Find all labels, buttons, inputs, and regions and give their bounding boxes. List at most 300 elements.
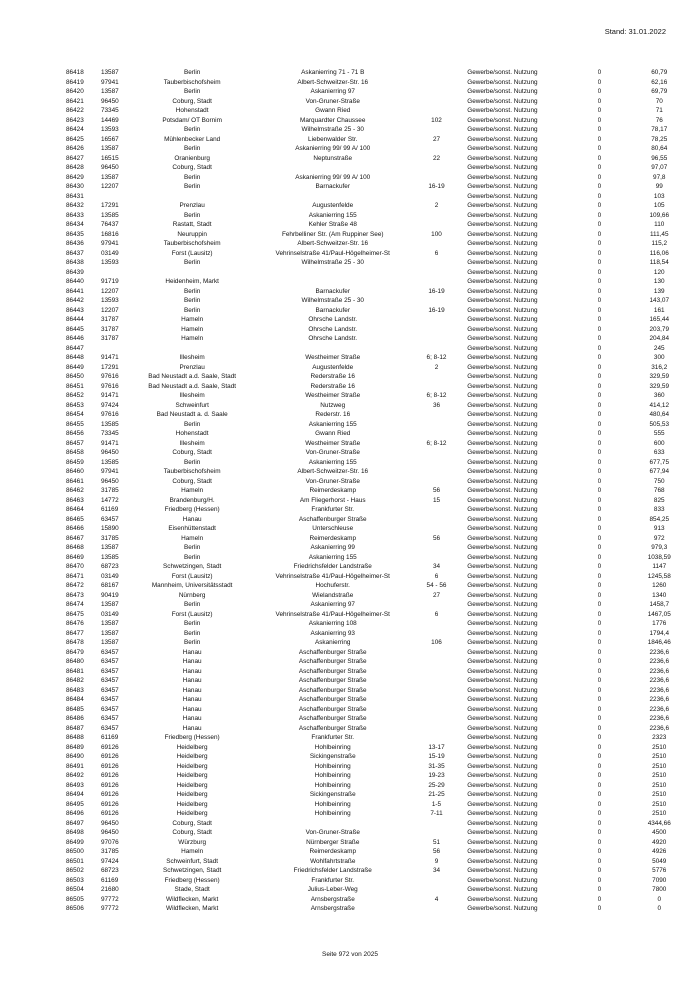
cell-zahl: 0 [597,268,602,276]
cell-strasse: Hohlbeinring [314,810,351,817]
cell-spacer [456,448,467,458]
cell-id: 86469 [66,553,84,561]
cell-nutzung: Gewerbe/sonst. Nutzung [467,173,538,181]
table-row [66,486,700,496]
cell-plz: 69126 [100,772,119,779]
cell-ort: Prenzlau [179,202,205,209]
cell-id: 86476 [66,620,84,627]
table-row [66,686,700,696]
data-table [66,68,700,914]
cell-hausnummer [417,68,456,78]
cell-plz: 31785 [100,848,119,855]
cell-spacer [456,144,467,154]
cell-wert: 4500 [652,829,667,836]
cell-zahl: 0 [597,221,602,228]
cell-plz [101,268,136,278]
cell-strasse: Wilhelmstraße 25 - 30 [301,297,364,304]
cell-zahl: 0 [597,211,602,219]
cell-ort: Hameln [181,534,204,542]
cell-hausnummer [417,382,456,392]
cell-nutzung: Gewerbe/sonst. Nutzung [467,126,538,133]
cell-wert: 97,07 [651,164,668,171]
cell-zahl: 0 [597,886,602,893]
cell-plz: 31787 [100,335,119,342]
cell-strasse: Fehrbelliner Str. (Am Ruppiner See) [281,230,384,238]
cell-strasse: Frankfurter Str. [311,506,355,513]
cell-plz: 91471 [100,392,119,399]
table-row [66,467,700,477]
cell-id: 86442 [66,297,84,304]
cell-strasse: Reimerdeskamp [309,534,356,542]
cell-nutzung: Gewerbe/sonst. Nutzung [467,686,538,694]
cell-wert: 97,8 [653,173,666,181]
cell-hausnummer [417,344,456,354]
cell-nutzung: Gewerbe/sonst. Nutzung [467,183,538,190]
cell-strasse: Frankfurter Str. [311,876,355,884]
cell-wert: 4926 [652,848,667,855]
cell-id: 86483 [66,686,84,694]
cell-ort: Heidelberg [176,810,208,817]
cell-plz: 97616 [100,373,119,380]
cell-wert: 204,84 [649,335,670,342]
cell-hausnummer [417,648,456,658]
cell-spacer [456,116,467,126]
table-row [66,581,700,591]
cell-id: 86465 [66,515,84,523]
cell-spacer [456,211,467,221]
cell-spacer [456,277,467,287]
cell-wert: 103 [653,192,665,200]
cell-spacer [456,296,467,306]
cell-ort: Coburg, Stadt [172,819,212,827]
cell-id: 86475 [66,610,84,618]
cell-id: 86502 [66,867,84,874]
cell-wert: 1846,46 [647,639,671,646]
cell-strasse: Friedrichsfelder Landstraße [293,563,372,570]
stand-date: Stand: 31.01.2022 [604,27,666,36]
table-row [66,477,700,487]
cell-strasse: Wilhelmstraße 25 - 30 [301,126,364,133]
cell-wert: 750 [653,477,665,485]
table-row [66,496,700,506]
cell-plz: 91471 [100,439,119,447]
cell-id: 86437 [66,249,84,257]
cell-zahl: 0 [597,867,602,874]
cell-nutzung: Gewerbe/sonst. Nutzung [467,477,538,485]
cell-ort: Neuruppin [177,230,207,238]
cell-plz: 13593 [100,297,119,304]
cell-wert: 96,55 [651,154,668,162]
cell-hausnummer: 15 [432,496,441,504]
table-row [66,68,700,78]
cell-zahl: 0 [597,553,602,561]
cell-strasse: Aschaffenburger Straße [298,667,367,675]
cell-wert: 1147 [652,563,667,570]
cell-zahl: 0 [597,534,602,542]
cell-wert: 2236,6 [649,667,670,675]
cell-nutzung: Gewerbe/sonst. Nutzung [467,363,538,371]
cell-strasse: Augustenfelde [312,202,354,209]
cell-spacer [456,477,467,487]
cell-plz: 96450 [100,819,119,827]
cell-ort: Berlin [183,601,201,608]
cell-strasse [248,268,417,278]
cell-zahl: 0 [597,354,602,361]
cell-strasse: Askanierring 155 [308,458,357,466]
cell-hausnummer [417,258,456,268]
cell-zahl: 0 [597,145,602,152]
table-row [66,230,700,240]
cell-strasse: Askanierring 99 [310,544,355,551]
table-row [66,401,700,411]
table-row [66,819,700,829]
cell-spacer [456,363,467,373]
cell-spacer [456,847,467,857]
cell-strasse: Barnackufer [315,183,350,190]
table-row [66,97,700,107]
cell-nutzung: Gewerbe/sonst. Nutzung [467,525,538,532]
cell-id: 86420 [66,88,84,95]
cell-zahl: 0 [597,449,602,456]
cell-strasse: Sickingenstraße [309,791,356,798]
cell-wert: 600 [653,439,665,447]
cell-ort: Berlin [183,287,201,295]
table-row [66,448,700,458]
cell-hausnummer: 16-19 [428,306,445,314]
table-row [66,173,700,183]
cell-nutzung: Gewerbe/sonst. Nutzung [467,297,538,304]
cell-hausnummer [417,173,456,183]
cell-plz: 13587 [100,601,119,608]
cell-wert: 4920 [652,838,667,846]
cell-zahl: 0 [597,297,602,304]
cell-zahl: 0 [597,392,602,399]
table-row [66,192,700,202]
cell-nutzung: Gewerbe/sonst. Nutzung [467,401,538,409]
cell-id: 86490 [66,753,84,760]
cell-zahl: 0 [597,401,602,409]
cell-strasse: Askanierring 99/ 99 A/ 100 [295,145,371,152]
cell-zahl: 0 [597,591,602,599]
cell-plz: 13587 [100,88,119,95]
cell-wert: 4344,66 [647,819,671,827]
cell-spacer [456,496,467,506]
cell-ort: Potsdam/ OT Bornim [162,116,222,124]
cell-strasse: Frankfurter Str. [311,734,355,741]
cell-spacer [456,667,467,677]
table-row [66,828,700,838]
cell-ort: Illesheim [179,354,205,361]
table-row [66,857,700,867]
cell-wert: 2236,6 [649,686,670,694]
cell-spacer [456,638,467,648]
cell-strasse: Rederstraße 16 [310,373,355,380]
cell-hausnummer [417,505,456,515]
cell-plz: 73345 [100,107,119,114]
cell-zahl: 0 [597,848,602,855]
cell-ort: Berlin [183,88,201,95]
cell-plz: 91719 [100,278,119,285]
cell-hausnummer: 13-17 [428,743,445,751]
cell-wert: 1260 [652,582,667,589]
cell-ort: Friedberg (Hessen) [164,734,220,741]
cell-zahl: 0 [597,686,602,694]
cell-strasse: Marquardter Chaussee [300,116,366,124]
cell-id: 86440 [66,278,84,285]
table-row [66,78,700,88]
cell-hausnummer: 100 [431,230,442,238]
cell-zahl: 0 [597,230,602,238]
table-row [66,439,700,449]
cell-zahl: 0 [597,249,602,257]
cell-ort: Coburg, Stadt [172,477,212,485]
cell-wert: 1340 [652,591,667,599]
table-row [66,743,700,753]
cell-spacer [456,372,467,382]
cell-zahl: 0 [597,743,602,751]
cell-id: 86448 [66,354,84,361]
cell-strasse: Hohlbeinring [314,743,351,751]
table-row [66,534,700,544]
cell-plz: 13587 [100,620,119,627]
cell-hausnummer: 6; 8-12 [426,439,447,447]
table-row [66,116,700,126]
cell-ort: Berlin [183,183,201,190]
cell-hausnummer [417,467,456,477]
cell-plz: 97941 [100,78,119,86]
cell-ort: Coburg, Stadt [172,449,212,456]
cell-hausnummer [417,334,456,344]
cell-wert: 2236,6 [649,677,670,684]
cell-ort: Hanau [182,648,202,656]
table-row [66,420,700,430]
cell-id: 86470 [66,563,84,570]
cell-strasse [248,277,417,287]
cell-hausnummer: 4 [434,895,439,903]
cell-plz: 13587 [100,145,119,152]
cell-hausnummer [417,106,456,116]
cell-wert: 2510 [652,743,667,751]
table-row [66,771,700,781]
cell-strasse: Westheimer Straße [305,354,361,361]
cell-zahl: 0 [597,705,602,713]
cell-id: 86498 [66,829,84,836]
cell-nutzung: Gewerbe/sonst. Nutzung [467,221,538,228]
cell-nutzung: Gewerbe/sonst. Nutzung [467,819,538,827]
cell-spacer [456,562,467,572]
table-row [66,154,700,164]
table-row [66,220,700,230]
cell-id: 86441 [66,287,84,295]
cell-plz: 13585 [100,458,119,466]
cell-plz: 21680 [100,886,119,893]
cell-nutzung: Gewerbe/sonst. Nutzung [467,601,538,608]
cell-ort: Wildflecken, Markt [166,895,219,903]
cell-spacer [456,182,467,192]
cell-spacer [456,467,467,477]
cell-hausnummer [417,325,456,335]
cell-hausnummer: 31-35 [428,762,445,770]
cell-strasse: Gwann Ried [315,430,351,437]
cell-ort: Mühlenbecker Land [164,135,221,143]
cell-strasse: Aschaffenburger Straße [298,677,367,684]
cell-wert: 2236,6 [649,715,670,722]
cell-plz: 14469 [100,116,119,124]
cell-id: 86422 [66,107,84,114]
cell-strasse: Von-Gruner-Straße [305,97,360,105]
cell-plz: 63457 [100,705,119,713]
cell-plz: 13587 [100,639,119,646]
cell-ort: Bad Neustadt a.d. Saale, Stadt [148,382,237,390]
cell-zahl: 0 [597,259,602,266]
cell-id: 86429 [66,173,84,181]
cell-wert: 143,07 [649,297,670,304]
cell-spacer [456,334,467,344]
cell-plz: 31785 [100,534,119,542]
cell-wert: 120 [653,268,665,276]
table-row [66,106,700,116]
cell-nutzung: Gewerbe/sonst. Nutzung [467,876,538,884]
cell-strasse: Von-Gruner-Straße [305,477,360,485]
cell-hausnummer [417,97,456,107]
cell-spacer [456,220,467,230]
cell-plz: 96450 [100,449,119,456]
cell-plz: 68167 [100,582,119,589]
cell-id: 86462 [66,487,84,494]
cell-hausnummer [417,724,456,734]
cell-spacer [456,781,467,791]
cell-zahl: 0 [597,506,602,513]
table-row [66,429,700,439]
cell-zahl: 0 [597,278,602,285]
cell-zahl: 0 [597,629,602,637]
cell-spacer [456,106,467,116]
cell-wert: 414,12 [649,401,670,409]
cell-id: 86491 [66,762,84,770]
cell-hausnummer [417,477,456,487]
cell-ort: Berlin [183,173,201,181]
cell-hausnummer [417,125,456,135]
cell-strasse: Vehrinselstraße 41/Paul-Högelheimer-St [275,610,390,618]
cell-plz: 63457 [100,724,119,732]
cell-ort: Heidelberg [176,743,208,751]
cell-hausnummer [417,192,456,202]
cell-id: 86479 [66,648,84,656]
cell-spacer [456,619,467,629]
table-row [66,524,700,534]
cell-zahl: 0 [597,895,602,903]
cell-hausnummer [417,315,456,325]
cell-nutzung: Gewerbe/sonst. Nutzung [467,696,538,703]
cell-strasse: Rederstr. 16 [315,411,351,418]
cell-nutzung: Gewerbe/sonst. Nutzung [467,677,538,684]
cell-nutzung: Gewerbe/sonst. Nutzung [467,648,538,656]
cell-plz: 17291 [100,202,119,209]
cell-ort: Schwetzingen, Stadt [163,563,222,570]
cell-strasse: Von-Gruner-Straße [305,829,360,836]
cell-spacer [456,353,467,363]
cell-id: 86461 [66,477,84,485]
cell-spacer [456,581,467,591]
cell-spacer [456,838,467,848]
cell-strasse: Vehrinselstraße 41/Paul-Högelheimer-St [275,249,390,257]
cell-id: 86478 [66,639,84,646]
cell-wert: 0 [657,895,662,903]
cell-spacer [456,714,467,724]
cell-zahl: 0 [597,373,602,380]
cell-nutzung: Gewerbe/sonst. Nutzung [467,268,538,276]
cell-nutzung: Gewerbe/sonst. Nutzung [467,857,538,865]
cell-ort: Stade, Stadt [174,886,210,893]
table-row [66,809,700,819]
cell-id: 86505 [66,895,84,903]
cell-wert: 130 [653,278,665,285]
cell-plz: 97941 [100,468,119,475]
cell-id: 86447 [66,344,84,352]
cell-id: 86445 [66,325,84,333]
cell-ort: Würzburg [178,838,206,846]
cell-wert: 2510 [652,772,667,779]
cell-plz: 16816 [100,230,119,238]
cell-ort: Heidelberg [176,781,208,789]
cell-id: 86477 [66,629,84,637]
cell-nutzung: Gewerbe/sonst. Nutzung [467,392,538,399]
cell-hausnummer: 6 [434,249,439,257]
cell-strasse: Ohrsche Landstr. [308,335,358,342]
table-row [66,847,700,857]
cell-plz: 12207 [100,287,119,295]
cell-ort: Wildflecken, Markt [166,905,219,912]
cell-plz: 13587 [100,629,119,637]
cell-plz [101,344,136,354]
cell-plz: 69126 [100,762,119,770]
cell-spacer [456,125,467,135]
cell-spacer [456,743,467,753]
cell-wert: 2510 [652,800,667,808]
cell-spacer [456,505,467,515]
cell-nutzung: Gewerbe/sonst. Nutzung [467,458,538,466]
cell-hausnummer: 34 [432,867,441,874]
table-row [66,182,700,192]
cell-ort: Forst (Lausitz) [171,249,213,257]
cell-zahl: 0 [597,667,602,675]
cell-nutzung: Gewerbe/sonst. Nutzung [467,610,538,618]
cell-spacer [456,268,467,278]
cell-id: 86471 [66,572,84,580]
cell-nutzung: Gewerbe/sonst. Nutzung [467,572,538,580]
cell-strasse: Askanierring 93 [310,629,355,637]
cell-nutzung: Gewerbe/sonst. Nutzung [467,278,538,285]
cell-id: 86481 [66,667,84,675]
cell-strasse: Aschaffenburger Straße [298,686,367,694]
cell-ort: Oranienburg [174,154,210,162]
cell-hausnummer: 25-29 [428,781,445,789]
cell-hausnummer: 16-19 [428,287,445,295]
table-row [66,904,700,914]
cell-spacer [456,420,467,430]
cell-zahl: 0 [597,135,602,143]
table-row [66,344,700,354]
cell-plz: 69126 [100,800,119,808]
cell-spacer [456,866,467,876]
cell-strasse: Albert-Schweitzer-Str. 16 [297,78,369,86]
cell-ort: Hanau [182,686,202,694]
cell-ort: Nürnberg [178,591,206,599]
table-row [66,458,700,468]
cell-nutzung: Gewerbe/sonst. Nutzung [467,582,538,589]
cell-plz: 63457 [100,686,119,694]
cell-plz: 90419 [100,591,119,599]
